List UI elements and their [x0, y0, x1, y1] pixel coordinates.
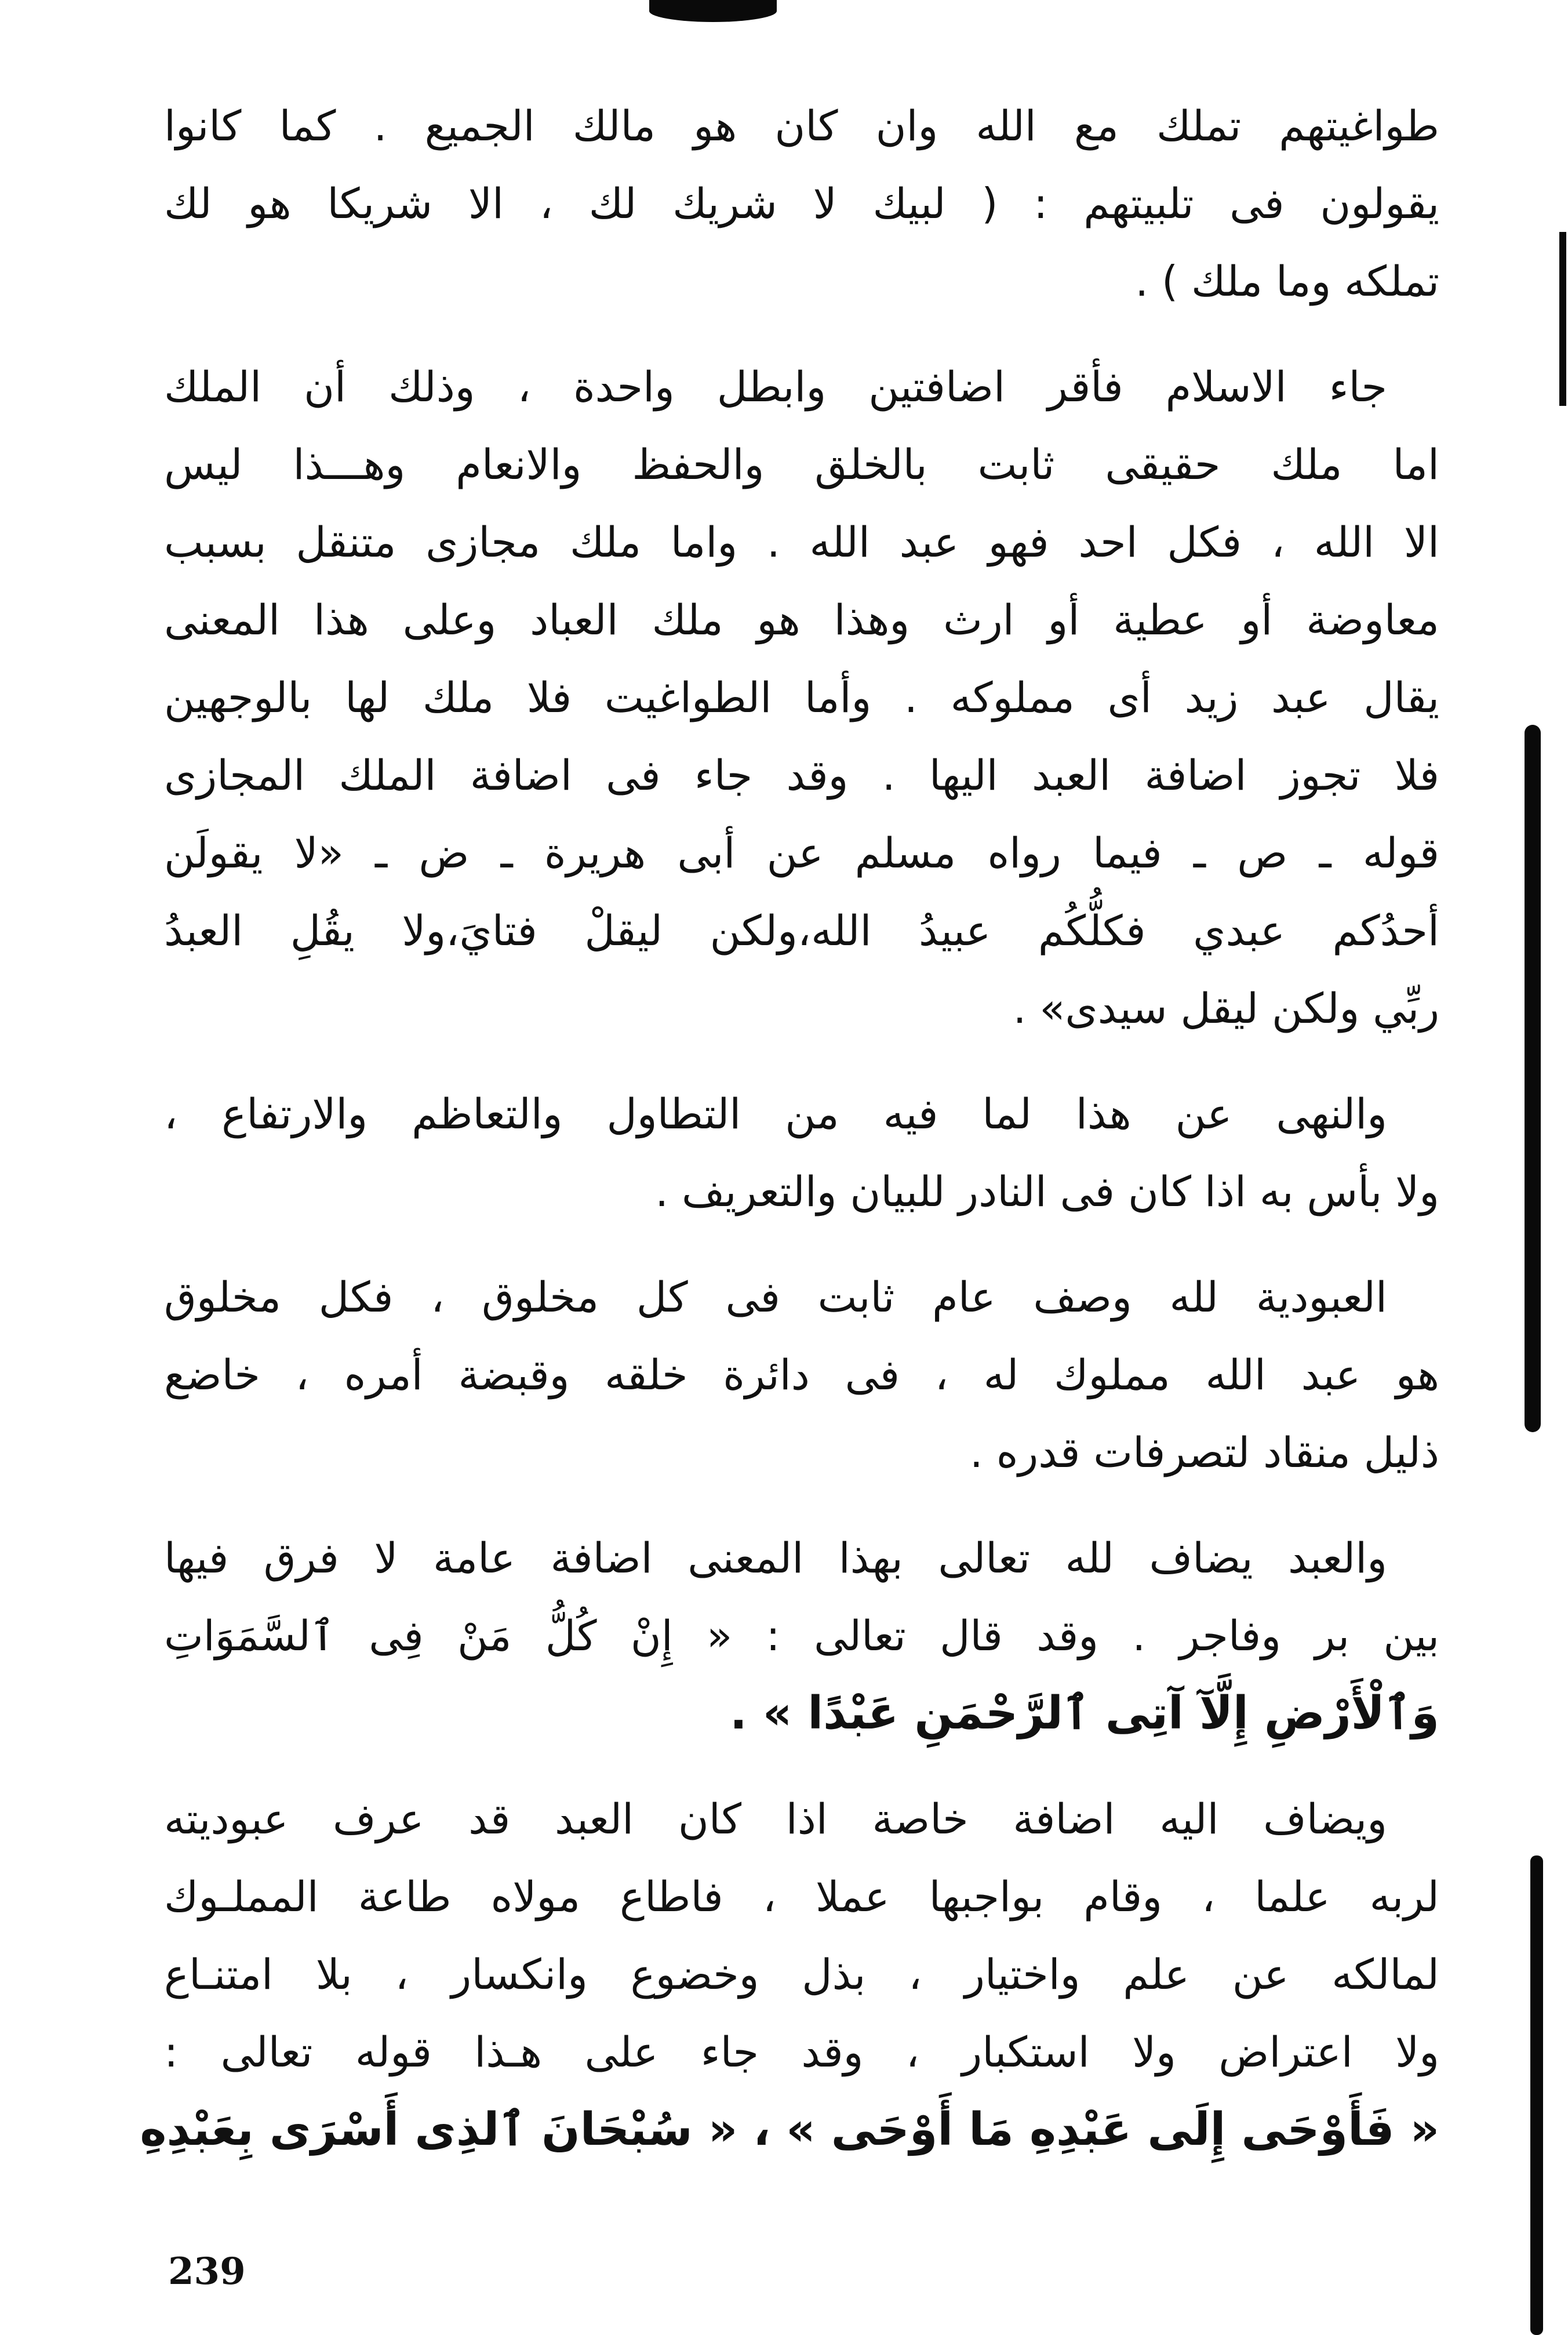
- text-line: يقولون فى تلبيتهم : ( لبيك لا شريك لك ، الا شريكا هو لك: [164, 179, 1439, 228]
- text-line: معاوضة أو عطية أو ارث وهذا هو ملك العباد وعلى هذا المعنى: [164, 595, 1439, 644]
- text-line: اما ملك حقيقى ثابت بالخلق والحفظ والانعام وهـــذا ليس: [164, 440, 1439, 489]
- paragraph-1: [164, 87, 1439, 320]
- text-line: العبودية لله وصف عام ثابت فى كل مخلوق ، فكل مخلوق: [164, 1273, 1387, 1321]
- page-body: [140, 87, 1439, 2196]
- quran-line: « فَأَوْحَى إِلَى عَبْدِهِ مَا أَوْحَى » ، « سُبْحَانَ ٱلذِى أَسْرَى بِعَبْدِهِ: [140, 2104, 1439, 2156]
- text-line: تملكه وما ملك ) .: [1135, 257, 1439, 306]
- text-line: ولا اعتراض ولا استكبار ، وقد جاء على هـذا قوله تعالى :: [164, 2028, 1439, 2076]
- hadith-line: ربِّي ولكن ليقل سيدى» .: [1013, 984, 1439, 1033]
- hadith-line: أحدُكم عبدي فكلُّكُم عبيدُ الله،ولكن ليقلْ فتايَ،ولا يقُلِ العبدُ: [164, 906, 1439, 955]
- text-line: فلا تجوز اضافة العبد اليها . وقد جاء فى اضافة الملك المجازى: [164, 751, 1439, 800]
- text-line: الا الله ، فكل احد فهو عبد الله . واما ملك مجازى متنقل بسبب: [164, 518, 1439, 566]
- paragraph-2: [164, 348, 1439, 1047]
- text-line: ذليل منقاد لتصرفات قدره .: [969, 1428, 1439, 1477]
- quran-line: بين بر وفاجر . وقد قال تعالى : « إِنْ كُلُّ مَنْ فِى ٱلسَّمَوَاتِ: [164, 1611, 1439, 1660]
- text-line: والنهى عن هذا لما فيه من التطاول والتعاظم والارتفاع ،: [164, 1090, 1387, 1138]
- page-number: 239: [168, 2250, 246, 2293]
- paragraph-4: [164, 1258, 1439, 1491]
- scan-artifact-edge: [1525, 725, 1541, 1432]
- text-line: يقال عبد زيد أى مملوكه . وأما الطواغيت فلا ملك لها بالوجهين: [164, 673, 1439, 722]
- scan-artifact-edge: [1559, 232, 1566, 406]
- text-line: لمالكه عن علم واختيار ، بذل وخضوع وانكسار ، بلا امتنـاع: [164, 1950, 1439, 1999]
- text-line: طواغيتهم تملك مع الله وان كان هو مالك الجميع . كما كانوا: [164, 101, 1439, 150]
- paragraph-3: [164, 1075, 1439, 1230]
- paragraph-5: [164, 1519, 1439, 1752]
- text-line: قوله ـ ص ـ فيما رواه مسلم عن أبى هريرة ـ ض ـ «لا يقولَن: [164, 829, 1439, 877]
- text-line: والعبد يضاف لله تعالى بهذا المعنى اضافة عامة لا فرق فيها: [164, 1534, 1387, 1582]
- text-line: ويضاف اليه اضافة خاصة اذا كان العبد قد عرف عبوديته: [164, 1795, 1387, 1843]
- scan-artifact-top: [649, 0, 777, 22]
- text-line: لربه علما ، وقام بواجبها عملا ، فاطاع مولاه طاعة المملـوك: [164, 1872, 1439, 1921]
- text-line: جاء الاسلام فأقر اضافتين وابطل واحدة ، وذلك أن الملك: [164, 362, 1387, 411]
- paragraph-6: [140, 1780, 1439, 2169]
- scan-artifact-edge: [1530, 1855, 1543, 2335]
- quran-line: وَٱلْأَرْضِ إِلَّآ آتِى ٱلرَّحْمَنِ عَبْدًا » .: [730, 1687, 1439, 1740]
- text-line: ولا بأس به اذا كان فى النادر للبيان والتعريف .: [655, 1167, 1439, 1216]
- text-line: هو عبد الله مملوك له ، فى دائرة خلقه وقبضة أمره ، خاضع: [164, 1350, 1439, 1399]
